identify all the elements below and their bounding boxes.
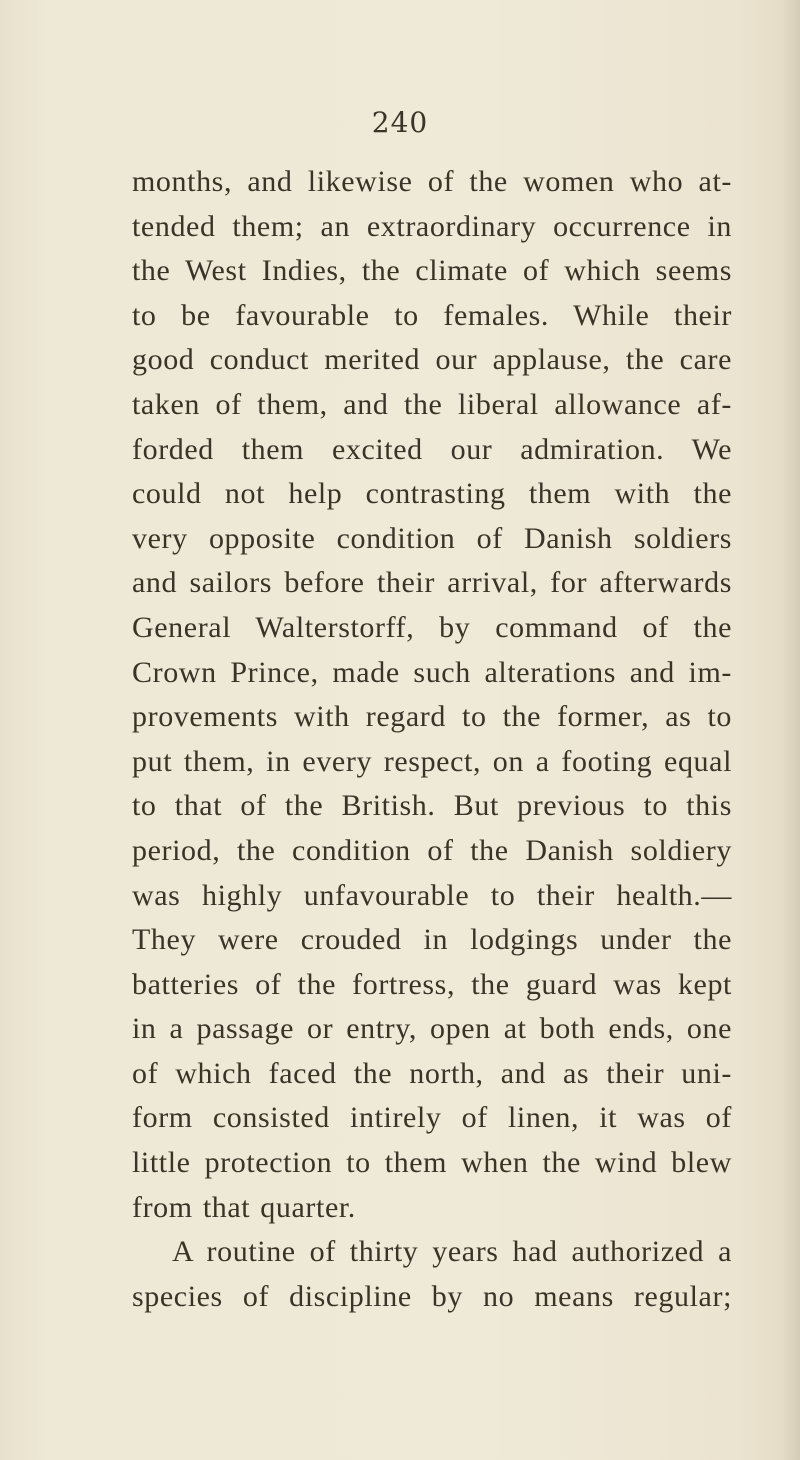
text-line: very opposite condition of Danish soldiers bbox=[132, 521, 732, 555]
text-line: A routine of thirty years had authorized a bbox=[172, 1235, 732, 1269]
text-line: taken of them, and the liberal allowance af- bbox=[132, 387, 732, 421]
text-line: batteries of the fortress, the guard was kept bbox=[132, 967, 732, 1001]
text-line: forded them excited our admiration. We bbox=[132, 432, 732, 466]
text-line: to that of the British. But previous to this bbox=[132, 789, 732, 823]
page-number: 240 bbox=[371, 106, 429, 139]
text-line: from that quarter. bbox=[132, 1190, 356, 1224]
text-line: to be favourable to females. While their bbox=[132, 298, 732, 332]
text-line: provements with regard to the former, as to bbox=[132, 700, 732, 734]
text-line: Crown Prince, made such alterations and im- bbox=[132, 655, 732, 689]
text-line: form consisted intirely of linen, it was of bbox=[132, 1101, 732, 1135]
text-line: little protection to them when the wind blew bbox=[132, 1146, 732, 1180]
text-line: was highly unfavourable to their health.— bbox=[132, 878, 732, 912]
text-line: tended them; an extraordinary occurrence in bbox=[132, 209, 732, 243]
text-line: put them, in every respect, on a footing equal bbox=[132, 744, 732, 778]
text-line: species of discipline by no means regular; bbox=[132, 1279, 732, 1313]
page-edge-shadow bbox=[782, 0, 800, 1460]
text-line: They were crouded in lodgings under the bbox=[132, 923, 732, 957]
text-line: good conduct merited our applause, the care bbox=[132, 343, 732, 377]
text-line: in a passage or entry, open at both ends, one bbox=[132, 1012, 732, 1046]
text-line: could not help contrasting them with the bbox=[132, 477, 732, 511]
text-line: months, and likewise of the women who at- bbox=[132, 165, 732, 198]
body-text bbox=[132, 160, 732, 1319]
text-line: the West Indies, the climate of which seems bbox=[132, 254, 732, 288]
text-line: of which faced the north, and as their uni- bbox=[132, 1056, 732, 1090]
text-line: and sailors before their arrival, for afterwards bbox=[132, 566, 732, 600]
text-line: period, the condition of the Danish soldiery bbox=[132, 833, 732, 867]
text-line: General Walterstorff, by command of the bbox=[132, 610, 732, 644]
